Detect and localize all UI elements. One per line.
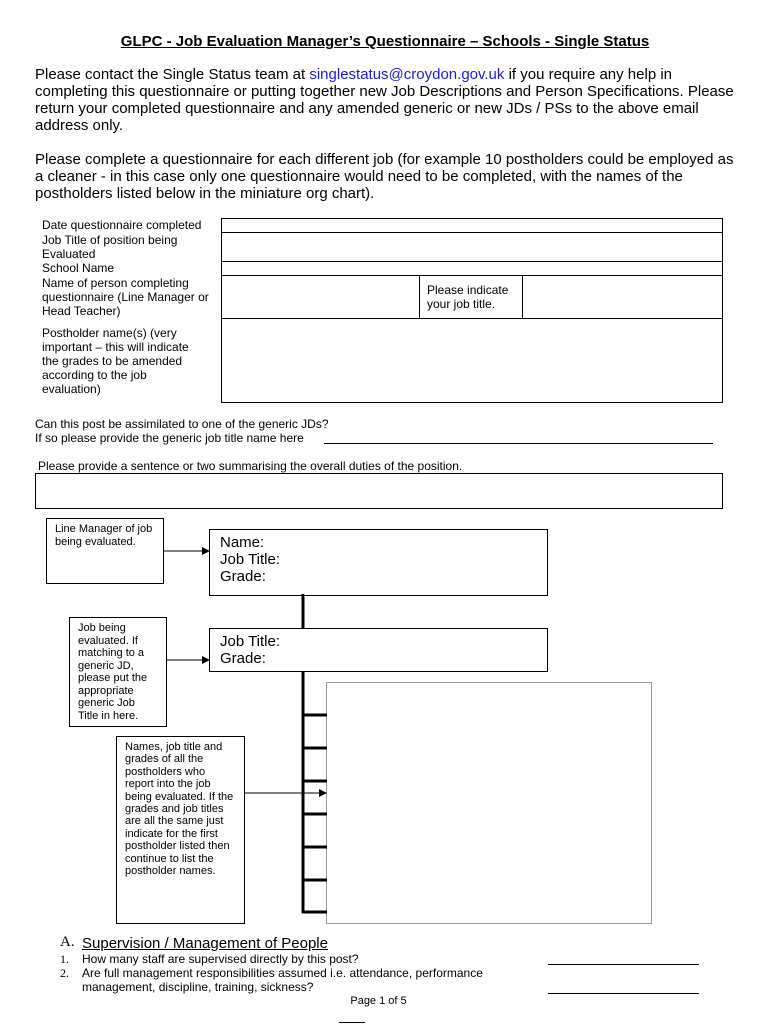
summary-prompt: Please provide a sentence or two summarising the overall duties of the position. (38, 459, 463, 473)
line-manager-note: Line Manager of job being evaluated. (46, 518, 164, 584)
instruction-paragraph: Please complete a questionnaire for each different job (for example 10 postholders could be employed as a cleaner - in this case only one questionnaire would need to be completed, with the names of the postholders listed below in the miniature org chart). (35, 151, 734, 202)
generic-jd-prompt: If so please provide the generic job title name here (35, 431, 304, 445)
intro-text-post: if you require any help in completing this questionnaire or putting together new Job Descriptions and Person Specifications. Please return your completed questionnaire and any amended generic or new JDs / PSs to the above email address only. (35, 66, 734, 134)
job-evaluated-note: Job being evaluated. If matching to a generic JD, please put the appropriate generic Job Title in here. (69, 617, 167, 727)
section-a-letter: A. (60, 934, 75, 950)
date-completed-label: Date questionnaire completed (42, 218, 202, 232)
manager-job-title-label: Job Title: (220, 551, 281, 568)
intro-text-pre: Please contact the Single Status team at (35, 66, 310, 83)
job-title-box-label: Job Title: (220, 633, 281, 650)
job-grade-box-label: Grade: (220, 650, 266, 667)
indicate-job-title-label: Please indicate your job title. (419, 275, 523, 319)
question-2-number: 2. (60, 966, 69, 980)
reports-note: Names, job title and grades of all the postholders who report into the job being evaluated. If the grades and job titles are all the same just indicate for the first postholder listed then continue to list the postholder names. (116, 736, 245, 924)
generic-jd-question: Can this post be assimilated to one of the generic JDs? (35, 417, 329, 431)
completer-name-label: Name of person completing questionnaire (Line Manager or Head Teacher) (42, 276, 209, 318)
manager-grade-label: Grade: (220, 568, 266, 585)
manager-name-label: Name: (220, 534, 265, 551)
job-title-label: Job Title of position being Evaluated (42, 233, 178, 261)
question-1-text: How many staff are supervised directly by this post? (82, 952, 359, 966)
postholder-names-label: Postholder name(s) (very important – this will indicate the grades to be amended according to the job evaluation) (42, 326, 189, 396)
question-2-text: Are full management responsibilities assumed i.e. attendance, performance management, discipline, training, sickness? (82, 966, 483, 994)
page-number: Page 1 of 5 (350, 995, 407, 1007)
page-title: GLPC - Job Evaluation Manager’s Questionnaire – Schools - Single Status (120, 33, 650, 50)
contact-email-link[interactable]: singlestatus@croydon.gov.uk (309, 66, 505, 83)
question-1-answer-line[interactable] (548, 952, 699, 965)
footer-rule (339, 1022, 365, 1023)
question-1-number: 1. (60, 952, 69, 966)
section-a-heading: Supervision / Management of People (82, 935, 328, 952)
school-name-label: School Name (42, 261, 115, 275)
question-2-answer-line[interactable] (548, 981, 699, 994)
